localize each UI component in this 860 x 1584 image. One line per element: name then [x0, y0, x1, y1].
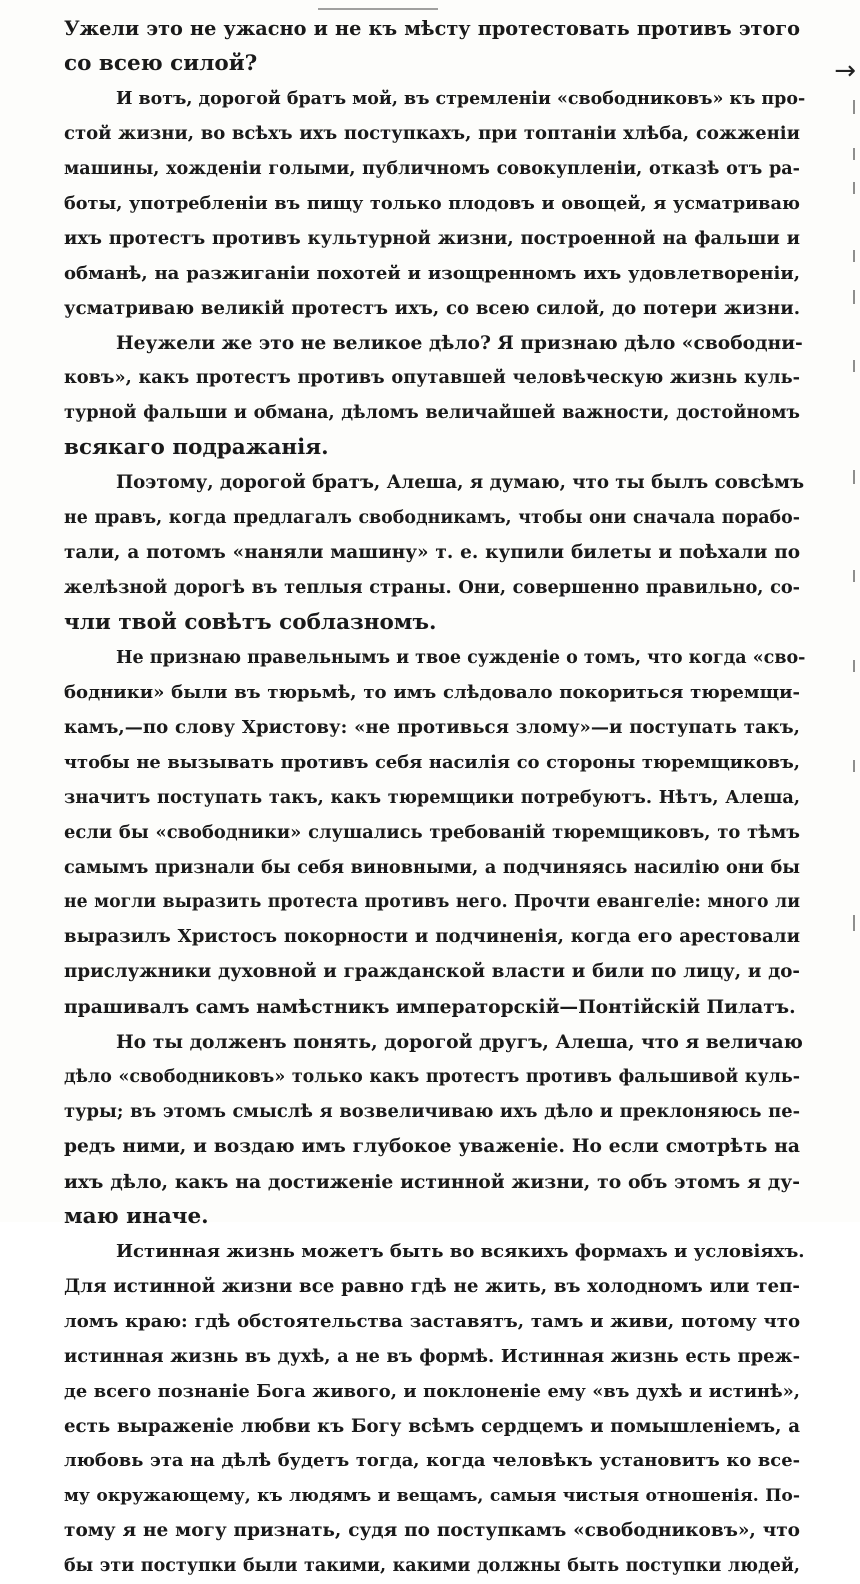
margin-arrow-icon: → [834, 56, 856, 86]
margin-tick-mark [853, 470, 855, 484]
text-line: стой жизни, во всѣхъ ихъ поступкахъ, при топтаніи хлѣба, сожженіи [64, 122, 800, 144]
margin-tick-mark [853, 570, 855, 582]
handwritten-page-number-mark [318, 0, 438, 10]
text-line: Для истинной жизни все равно гдѣ не жить, въ холодномъ или теп- [64, 1275, 800, 1297]
text-line: выразилъ Христосъ покорности и подчиненія, когда его арестовали [64, 926, 800, 948]
text-line: есть выраженіе любви къ Богу всѣмъ сердцемъ и помышленіемъ, а [64, 1415, 800, 1437]
text-line: машины, хожденіи голыми, публичномъ совокупленіи, отказѣ отъ ра- [64, 157, 800, 179]
margin-tick-mark [853, 760, 855, 772]
document-body [64, 12, 806, 1584]
text-line: Поэтому, дорогой братъ, Алеша, я думаю, что ты былъ совсѣмъ [116, 472, 805, 494]
margin-tick-mark [853, 660, 855, 672]
text-line: ихъ дѣло, какъ на достиженіе истинной жизни, то объ этомъ я ду- [64, 1170, 800, 1193]
text-line: бодники» были въ тюрьмѣ, то имъ слѣдовало покориться тюремщи- [64, 681, 800, 703]
text-line: со всею силой? [64, 50, 258, 76]
text-line: прашивалъ самъ намѣстникъ императорскій—Понтійскій Пилатъ. [64, 996, 796, 1019]
text-line: усматриваю великій протестъ ихъ, со всею силой, до потери жизни. [64, 297, 800, 319]
text-line: ковъ», какъ протестъ противъ опутавшей человѣческую жизнь куль- [64, 367, 800, 389]
text-line: истинная жизнь въ духѣ, а не въ формѣ. Истинная жизнь есть преж- [64, 1345, 800, 1367]
text-line: чтобы не вызывать противъ себя насилія со стороны тюремщиковъ, [64, 751, 800, 773]
text-line: тали, а потомъ «наняли машину» т. е. купили билеты и поѣхали по [64, 542, 800, 564]
text-line: Ужели это не ужасно и не къ мѣсту протестовать противъ этого [64, 17, 800, 40]
text-line: если бы «свободники» слушались требованій тюремщиковъ, то тѣмъ [64, 821, 800, 843]
margin-tick-mark [853, 182, 855, 194]
margin-tick-mark [853, 360, 855, 372]
text-line: камъ,—по слову Христову: «не противься злому»—и поступать такъ, [64, 716, 800, 738]
margin-tick-mark [853, 290, 855, 304]
text-line: ихъ протестъ противъ культурной жизни, построенной на фальши и [64, 227, 800, 249]
margin-tick-mark [853, 148, 855, 160]
text-line: турной фальши и обмана, дѣломъ величайшей важности, достойномъ [64, 402, 800, 424]
text-line: Неужели же это не великое дѣло? Я признаю дѣло «свободни- [116, 332, 803, 355]
text-line: самымъ признали бы себя виновными, а подчиняясь насилію они бы [64, 856, 800, 878]
text-line: желѣзной дорогѣ въ теплыя страны. Они, совершенно правильно, со- [64, 577, 800, 598]
text-line: боты, употребленіи въ пищу только плодовъ и овощей, я усматриваю [64, 192, 800, 214]
text-line: маю иначе. [64, 1203, 209, 1229]
text-line: всякаго подражанія. [64, 435, 329, 461]
text-line: ломъ краю: гдѣ обстоятельства заставятъ, тамъ и живи, потому что [64, 1310, 800, 1332]
text-line: де всего познаніе Бога живого, и поклоненіе ему «въ духѣ и истинѣ», [64, 1380, 800, 1402]
margin-tick-mark [853, 100, 855, 114]
margin-tick-mark [853, 250, 855, 262]
text-line: му окружающему, къ людямъ и вещамъ, самыя чистыя отношенія. По- [64, 1486, 800, 1507]
text-line: чли твой совѣтъ соблазномъ. [64, 609, 437, 635]
text-line: любовь эта на дѣлѣ будетъ тогда, когда человѣкъ установитъ ко все- [64, 1450, 800, 1472]
text-line: туры; въ этомъ смыслѣ я возвеличиваю ихъ дѣло и преклоняюсь пе- [64, 1101, 800, 1123]
margin-tick-mark [853, 915, 855, 931]
text-line: бы эти поступки были такими, какими должны быть поступки людей, [64, 1556, 800, 1577]
text-line: не правъ, когда предлагалъ свободникамъ, чтобы они сначала порабо- [64, 508, 800, 529]
text-line: дѣло «свободниковъ» только какъ протестъ противъ фальшивой куль- [64, 1067, 800, 1088]
text-line: Истинная жизнь можетъ быть во всякихъ формахъ и условіяхъ. [116, 1240, 805, 1262]
text-line: И вотъ, дорогой братъ мой, въ стремленіи «свободниковъ» къ про- [116, 88, 806, 109]
text-line: Но ты долженъ понять, дорогой другъ, Алеша, что я величаю [116, 1031, 803, 1054]
text-line: Не признаю правельнымъ и твое сужденіе о томъ, что когда «сво- [116, 647, 806, 668]
text-line: не могли выразить протеста противъ него. Прочти евангеліе: много ли [64, 892, 800, 913]
text-line: значитъ поступать такъ, какъ тюремщики потребуютъ. Нѣтъ, Алеша, [64, 786, 800, 808]
text-line: редъ ними, и воздаю имъ глубокое уваженіе. Но если смотрѣть на [64, 1136, 800, 1157]
text-line: обманѣ, на разжиганіи похотей и изощренномъ ихъ удовлетвореніи, [64, 262, 800, 284]
text-line: тому я не могу признать, судя по поступкамъ «свободниковъ», что [64, 1520, 800, 1542]
text-line: прислужники духовной и гражданской власти и били по лицу, и до- [64, 961, 800, 983]
